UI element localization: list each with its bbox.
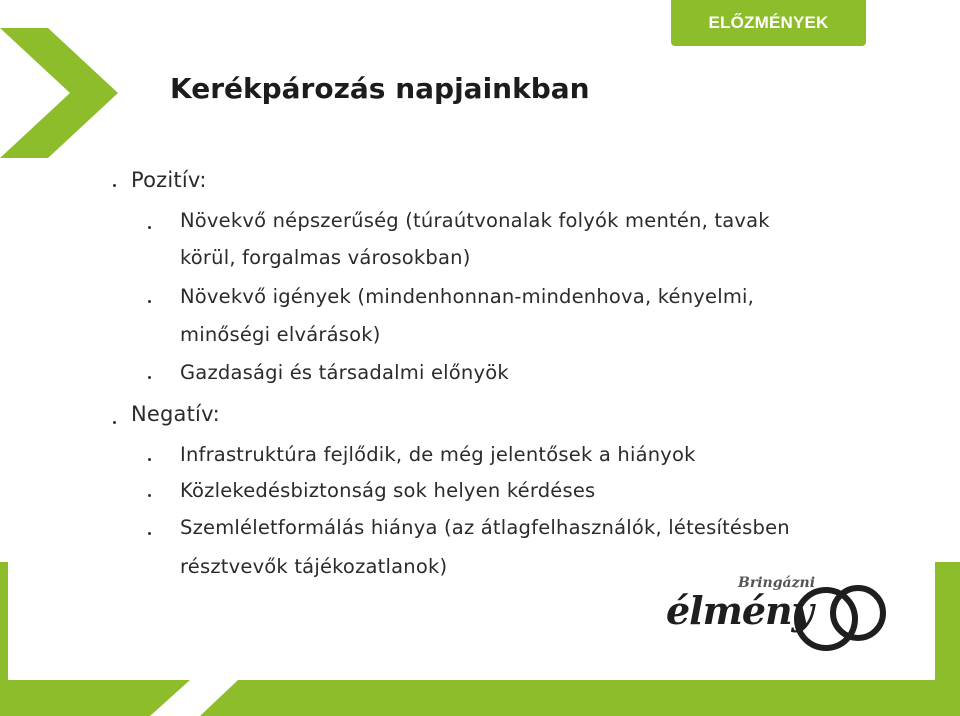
bullet-icon [148,376,151,379]
bullet-icon [148,494,151,497]
bullet-icon [148,226,151,229]
list-item-line: körül, forgalmas városokban) [180,246,471,269]
previous-section-tab[interactable]: ELŐZMÉNYEK [671,0,866,46]
list-item-line: Közlekedésbiztonság sok helyen kérdéses [180,479,596,502]
logo-tagline: Bringázni [738,575,816,591]
list-item-line: résztvevők tájékozatlanok) [180,555,448,578]
page-title: Kerékpározás napjainkban [170,72,590,105]
list-item-line: Gazdasági és társadalmi előnyök [180,361,509,384]
list-item-line: Növekvő népszerűség (túraútvonalak folyók mentén, tavak [180,209,770,232]
bullet-icon [148,532,151,535]
bullet-icon [113,184,116,187]
section-heading-negative: Negatív: [131,402,220,426]
list-item-line: Szemléletformálás hiánya (az átlagfelhasználók, létesítésben [180,516,790,539]
list-item-line: minőségi elvárások) [180,323,381,346]
bullet-icon [113,421,116,424]
list-item-line: Infrastruktúra fejlődik, de még jelentősek a hiányok [180,443,696,466]
bullet-icon [148,458,151,461]
list-item-line: Növekvő igények (mindenhonnan-mindenhova, kényelmi, [180,285,755,308]
logo-wordmark: élmény [666,588,813,633]
section-heading-positive: Pozitív: [131,168,207,192]
bullet-icon [148,300,151,303]
